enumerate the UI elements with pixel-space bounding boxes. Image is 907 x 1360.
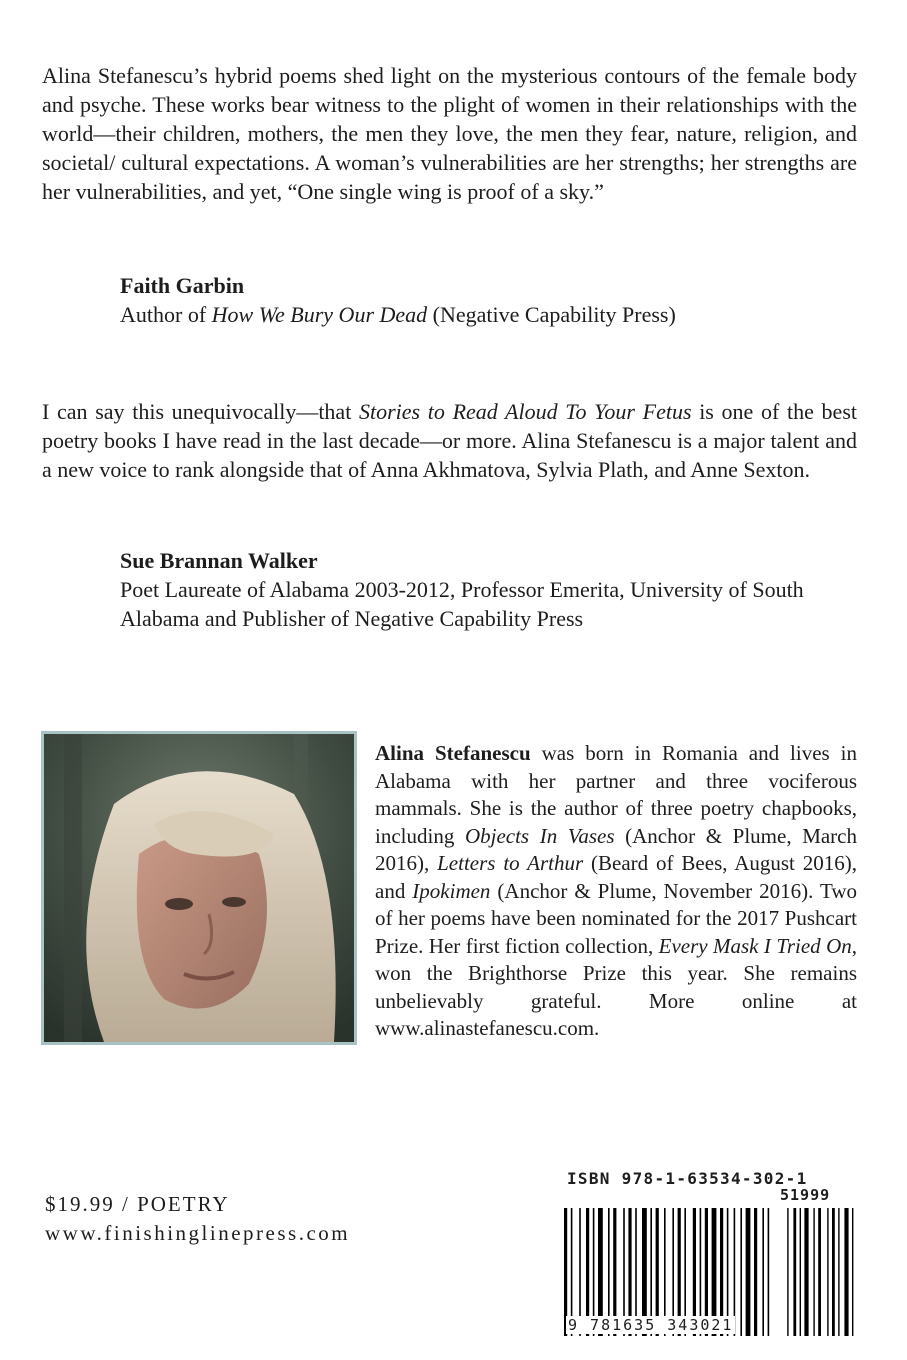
barcode-addon-bar: [852, 1208, 853, 1336]
barcode-addon-bar: [838, 1208, 839, 1336]
barcode-addon-bar: [804, 1208, 808, 1336]
author-portrait-illustration: [44, 734, 354, 1042]
ean-digits: 9 781635 343021: [568, 1316, 734, 1334]
review-2-text: I can say this unequivocally—that Stories to Read Aloud To Your Fetus is one of the best poetry books I have read in the last decade—or more. Alina Stefanescu is a major talent and a new voice to rank alongside that of Anna Akhmatova, Sylvia Plath, and Anne Sexton.: [42, 399, 857, 482]
review-1-credit: Author of How We Bury Our Dead (Negative Capability Press): [120, 302, 676, 327]
review-1-text: Alina Stefanescu’s hybrid poems shed light on the mysterious contours of the female body and psyche. These works bear witness to the plight of women in their relationships with the world—their children, mothers, the men they love, the men they fear, nature, religion, and societal/ cultural expectations. A woman’s vulnerabilities are her strengths; her strengths are her vulnerabilities, and yet, “One single wing is proof of a sky.”: [42, 63, 857, 204]
barcode-addon-bar: [800, 1208, 801, 1336]
isbn-barcode: [564, 1190, 857, 1336]
review-1-book-title: How We Bury Our Dead: [211, 302, 428, 327]
review-2-book-title: Stories to Read Aloud To Your Fetus: [358, 399, 692, 424]
review-2-author: Sue Brannan Walker: [120, 548, 318, 573]
barcode-addon-bar: [844, 1208, 848, 1336]
price-category: $19.99 / POETRY: [45, 1192, 230, 1216]
review-2-attribution: [120, 546, 810, 633]
barcode-addon-bar: [787, 1208, 788, 1336]
price-code: 51999: [780, 1186, 831, 1204]
review-1-author: Faith Garbin: [120, 273, 245, 298]
barcode-addon-bar: [818, 1208, 821, 1336]
review-2-credit: Poet Laureate of Alabama 2003-2012, Professor Emerita, University of South Alabama and Publisher of Negative Capability Press: [120, 577, 804, 631]
barcode-addon-bar: [793, 1208, 796, 1336]
barcode-bar: [754, 1208, 757, 1336]
isbn-label: ISBN 978-1-63534-302-1: [567, 1169, 808, 1188]
barcode-addon-bar: [832, 1208, 835, 1336]
bio-author-name: Alina Stefanescu: [375, 741, 531, 765]
barcode-bar: [762, 1208, 764, 1336]
author-photo: [41, 731, 357, 1045]
review-1-attribution: [120, 271, 676, 329]
barcode-addon-bar: [827, 1208, 828, 1336]
barcode-addon-bar: [813, 1208, 814, 1336]
barcode-bar: [768, 1208, 770, 1336]
author-bio: Alina Stefanescu was born in Romania and lives in Alabama with her partner and three vociferous mammals. She is the author of three poetry chapbooks, including Objects In Vases (Anchor & Plume, March 2016), Letters to Arthur (Beard of Bees, August 2016), and Ipokimen (Anchor & Plume, November 2016). Two of her poems have been nominated for the 2017 Pushcart Prize. Her first fiction collection, Every Mask I Tried On, won the Brighthorse Prize this year. She remains unbelievably grateful. More online at www.alinastefanescu.com.: [375, 741, 857, 1040]
publisher-website: www.finishinglinepress.com: [45, 1221, 351, 1245]
barcode-bar: [740, 1208, 742, 1336]
barcode-bar: [746, 1208, 751, 1336]
